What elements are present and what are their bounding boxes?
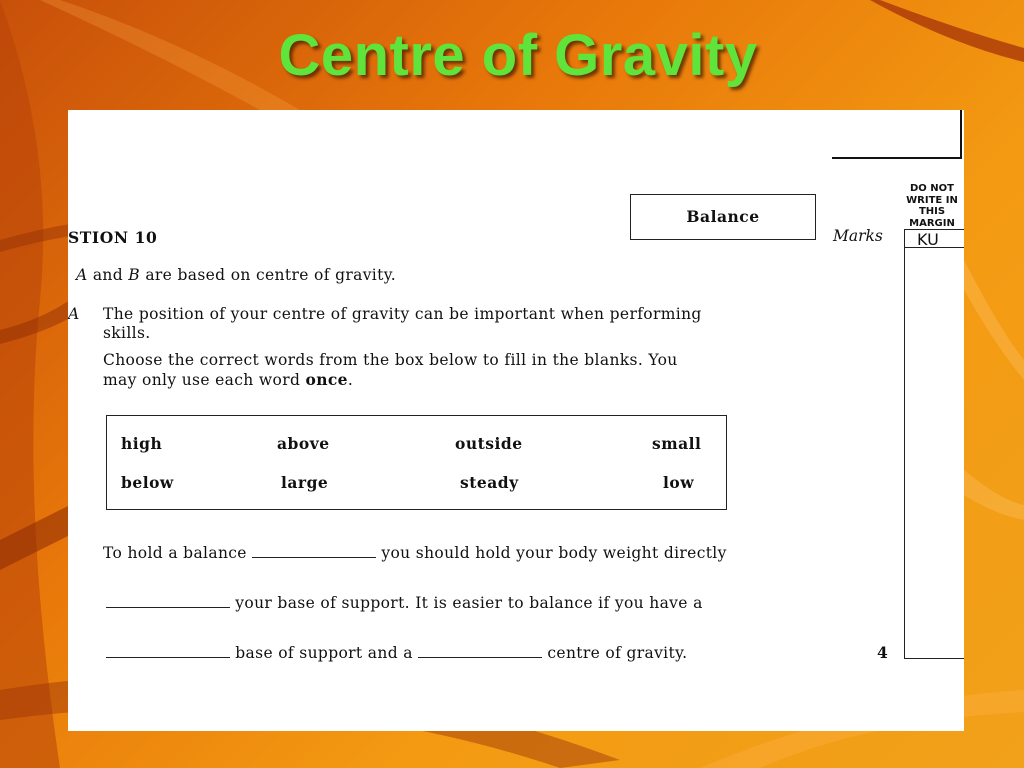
- fill-in-line-1: [103, 544, 727, 562]
- fill2-text-b: your base of support. It is easier to balance if you have a: [230, 594, 703, 612]
- margin-note-line: DO NOT: [910, 183, 954, 194]
- para1-line1: The position of your centre of gravity can be important when performing: [103, 305, 702, 323]
- word-below: below: [121, 473, 174, 492]
- part-a-label: A: [68, 305, 80, 323]
- sheet-top-right-border: [960, 110, 962, 159]
- answer-blank-1[interactable]: [252, 545, 376, 558]
- part-b-ref: B: [128, 266, 141, 284]
- word-outside: outside: [455, 434, 523, 453]
- word-low: low: [663, 473, 695, 492]
- sheet-top-rule: [832, 157, 962, 159]
- para1-line2: skills.: [103, 324, 151, 342]
- part-a-ref: A: [76, 266, 88, 284]
- ku-label: KU: [905, 230, 964, 248]
- word-above: above: [277, 434, 330, 453]
- para2-line2: [103, 370, 353, 389]
- fill-in-line-3: [106, 644, 687, 662]
- para2-line1: Choose the correct words from the box below to fill in the blanks. You: [103, 351, 678, 369]
- answer-blank-2[interactable]: [106, 595, 230, 608]
- margin-note-line: THIS: [918, 206, 946, 217]
- marks-label: Marks: [833, 227, 883, 245]
- answer-blank-3[interactable]: [106, 645, 230, 658]
- margin-note: [900, 183, 964, 229]
- answer-blank-4[interactable]: [418, 645, 542, 658]
- para2-bold-once: once: [305, 370, 348, 389]
- para2-suffix: .: [347, 371, 354, 389]
- intro-rest: are based on centre of gravity.: [140, 266, 397, 284]
- exam-sheet: [68, 110, 964, 731]
- word-small: small: [652, 434, 702, 453]
- question-heading: STION 10: [68, 228, 158, 247]
- fill1-text-a: To hold a balance: [103, 544, 253, 562]
- fill1-text-b: you should hold your body weight directly: [376, 544, 727, 562]
- word-choice-box: [106, 415, 727, 510]
- word-high: high: [121, 434, 163, 453]
- word-large: large: [281, 473, 329, 492]
- marks-value: 4: [877, 643, 889, 662]
- ku-marks-column: [904, 229, 964, 659]
- margin-note-line: MARGIN: [909, 217, 955, 229]
- intro-and: and: [87, 266, 129, 284]
- word-steady: steady: [460, 473, 519, 492]
- topic-box-balance: Balance: [630, 194, 816, 240]
- fill3-text-c: centre of gravity.: [542, 644, 688, 662]
- fill3-text-b: base of support and a: [230, 644, 419, 662]
- fill-in-line-2: [106, 594, 703, 612]
- para2-prefix: may only use each word: [103, 371, 306, 389]
- intro-line: [76, 266, 396, 284]
- slide-title: Centre of Gravity: [278, 23, 758, 88]
- margin-note-line: WRITE IN: [906, 194, 958, 206]
